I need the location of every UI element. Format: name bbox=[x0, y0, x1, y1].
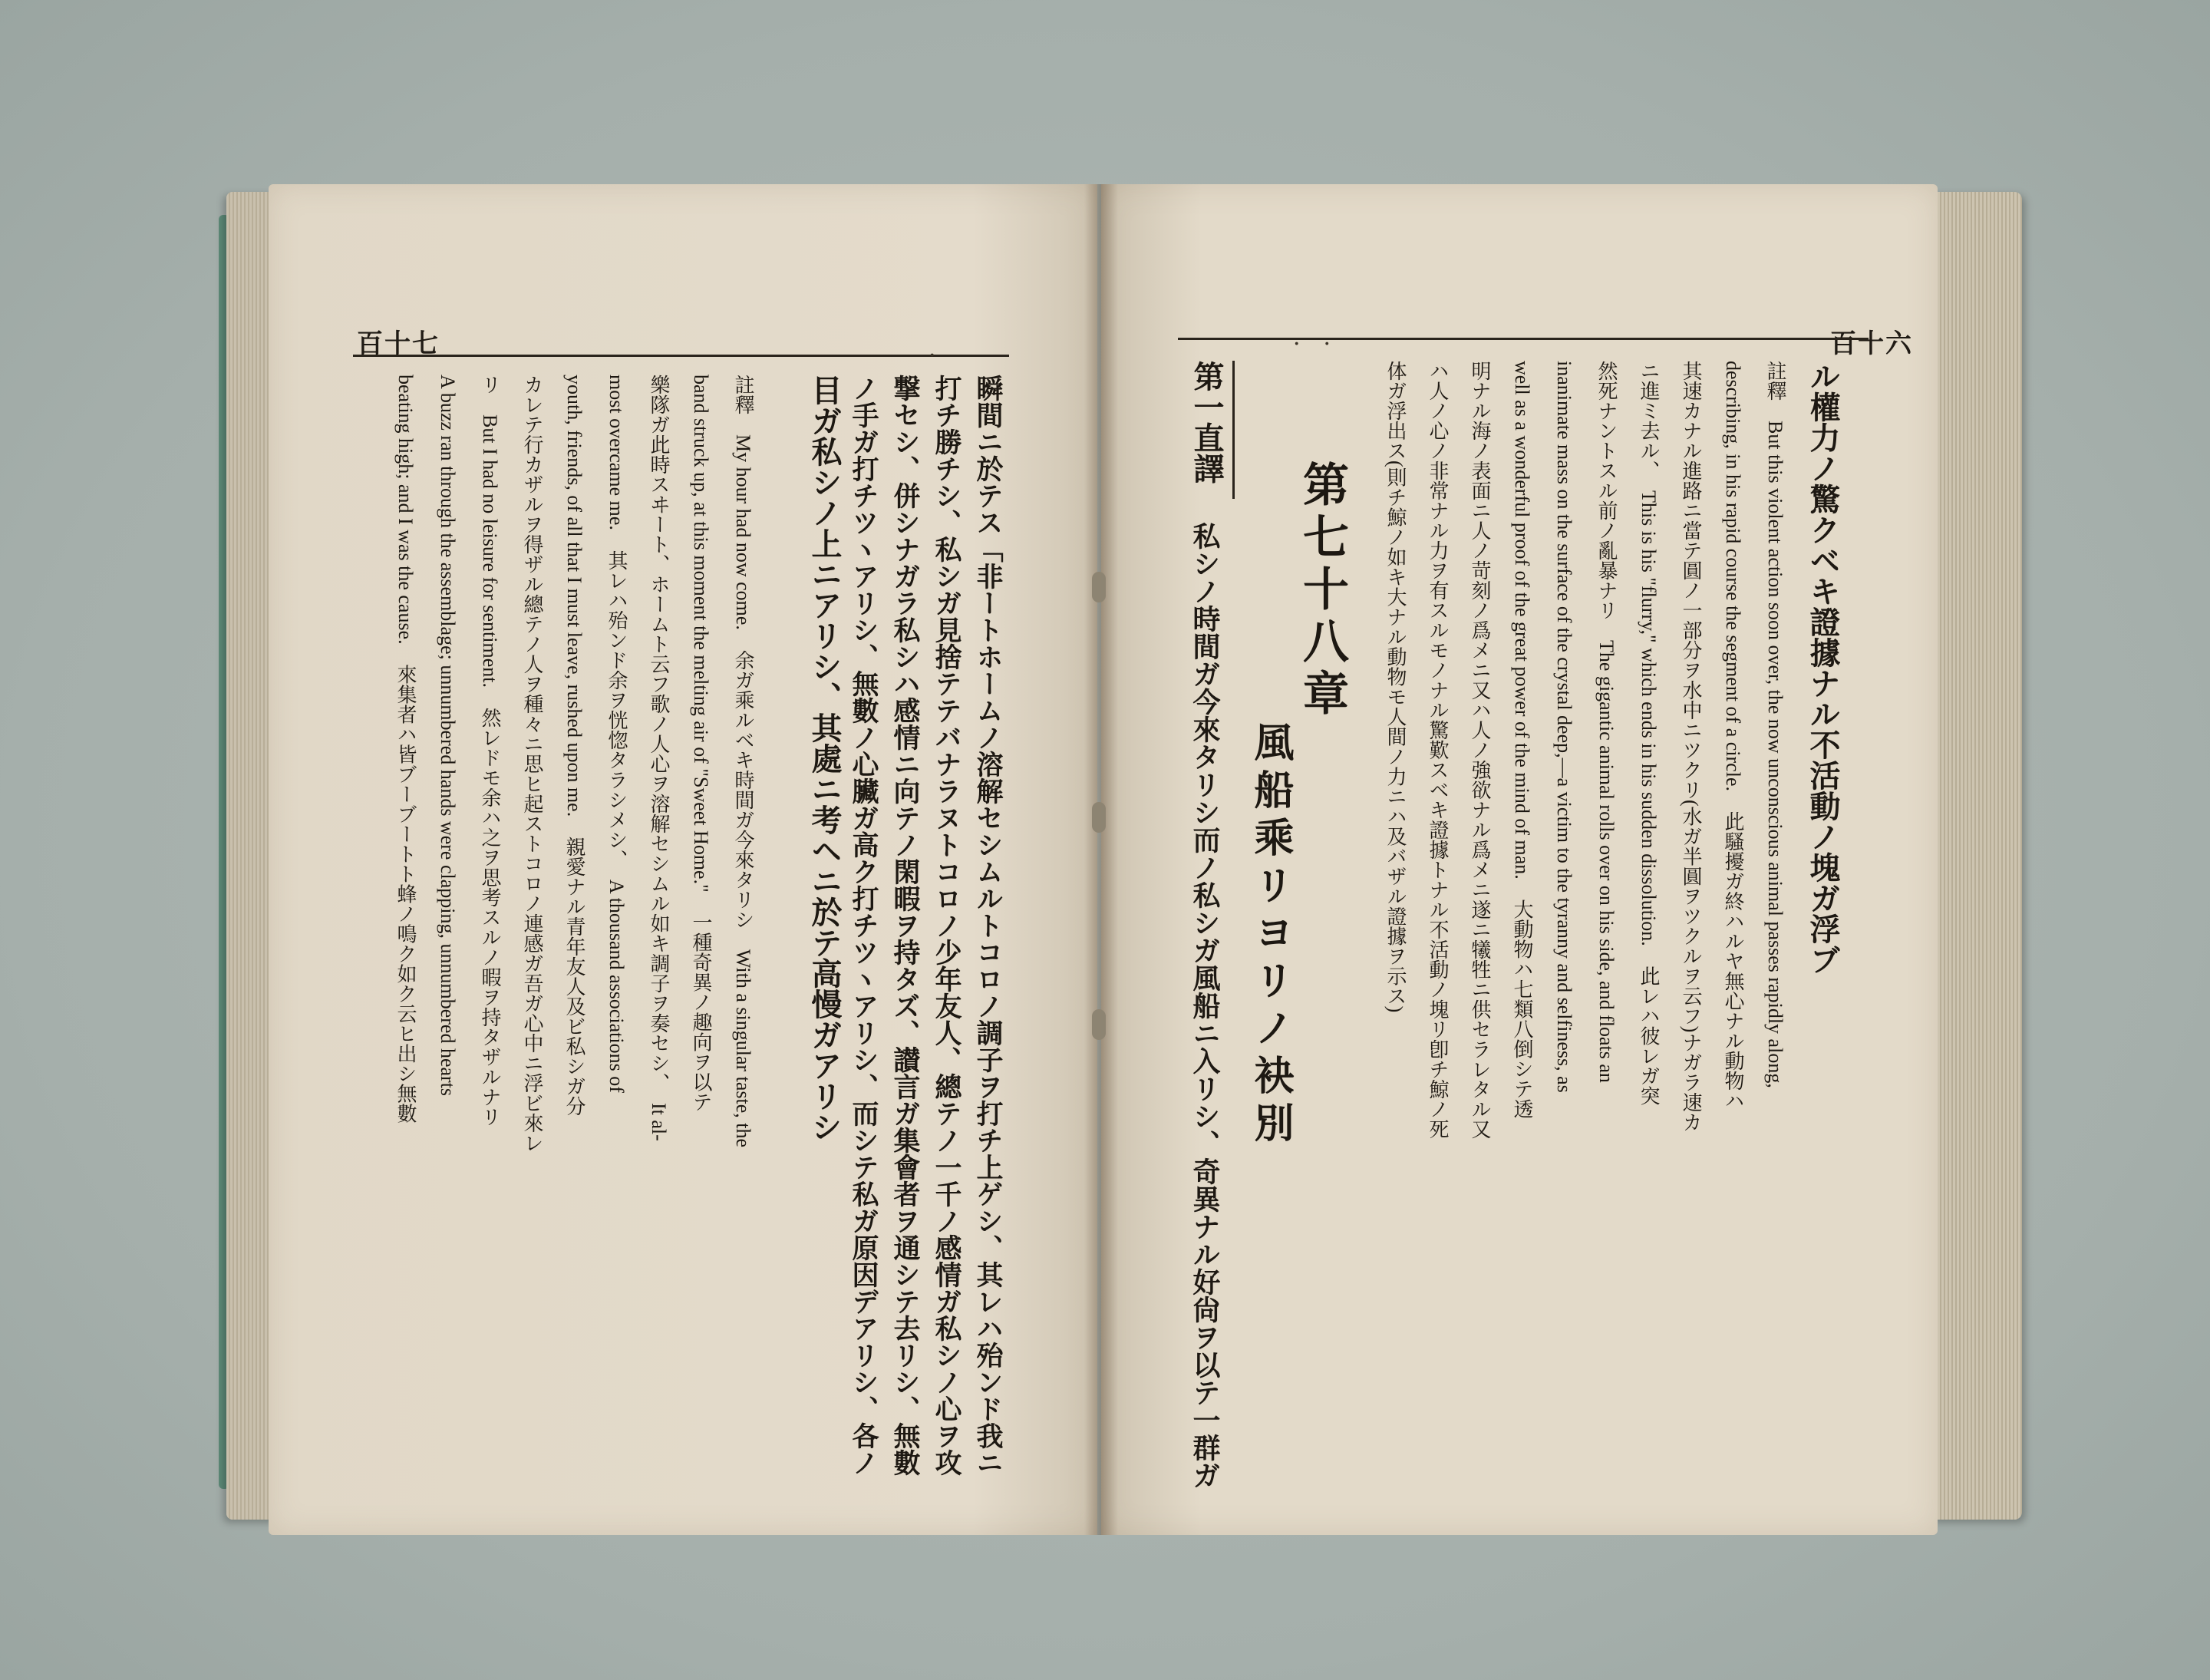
text-column: リ But I had no leisure for sentiment. 然レドモ余ハ之ヲ思考スルノ暇ヲ持タザルナリ bbox=[479, 375, 501, 1127]
text-column: 其速カナル進路ニ當テ圓ノ一部分ヲ水中ニツクリ(水ガ半圓ヲツクルヲ云フ)ナガラ速カ bbox=[1680, 361, 1702, 1133]
binding-stitch bbox=[1092, 802, 1106, 833]
text-column: ニ進ミ去ル、 This is his "flurry," which ends in his sudden dissolution. 此レハ彼レガ突 bbox=[1638, 361, 1660, 1106]
text-column: 明ナル海ノ表面ニ人ノ苛刻ノ爲メニ又ハ人ノ強欲ナル爲メニ遂ニ犧牲ニ供セラレタル又 bbox=[1469, 361, 1491, 1139]
text-column: 然死ナントスル前ノ亂暴ナリ The gigantic animal rolls over on his side, and floats an bbox=[1595, 361, 1618, 1083]
chapter-title: 第七十八章 bbox=[1295, 460, 1349, 721]
text-column: 註釋 My hour had now come. 余ガ乘ルベキ時間ガ今來タリシ With a singular taste, the bbox=[732, 375, 754, 1148]
text-column: band struck up, at this moment the melting air of "Sweet Home." 一種奇異ノ趣向ヲ以テ bbox=[690, 375, 712, 1112]
text-column: カレテ行カザルヲ得ザル總テノ人ヲ種々ニ思ヒ起ストコロノ連感ガ吾ガ心中ニ浮ビ來レ bbox=[521, 375, 543, 1153]
text-column: 註釋 But this violent action soon over, the now unconscious animal passes rapidly along, bbox=[1764, 361, 1786, 1088]
text-column: most overcame me. 其レハ殆ンド余ヲ恍惚タラシメシ、 A thousand associations of bbox=[605, 375, 628, 1093]
binding-stitch bbox=[1092, 1009, 1106, 1040]
label-rule bbox=[1232, 361, 1235, 499]
header-ornament: · · bbox=[1293, 331, 1331, 358]
text-column: A buzz ran through the assemblage; unnumbered hands were clapping, unnumbered hearts bbox=[437, 375, 459, 1097]
text-column: beating high; and I was the cause. 來集者ハ皆ブーブートト蜂ノ鳴ク如ク云ヒ出シ無數 bbox=[394, 375, 417, 1124]
text-column: 撃セシ、併シナガラ私シハ感情ニ向テノ閑暇ヲ持タズ、讃言ガ集會者ヲ通シテ去リシ、無數 bbox=[889, 375, 921, 1476]
text-column: 瞬間ニ於テス「非ートホームノ溶解セシムルトコロノ調子ヲ打チ上ゲシ、其レハ殆ンド我ニ bbox=[972, 375, 1004, 1476]
right-page-folio: 百十六 bbox=[1830, 328, 1913, 359]
text-column: ル權力ノ驚クベキ證據ナル不活動ノ塊ガ浮ブ bbox=[1805, 361, 1841, 975]
right-page-edges bbox=[1930, 192, 2022, 1520]
right-header-rule bbox=[1178, 338, 1869, 340]
left-page-folio: 百十七 bbox=[357, 328, 440, 359]
binding-stitch bbox=[1092, 572, 1106, 602]
direct-translation-label: 第一直譯 bbox=[1189, 361, 1225, 484]
text-column: 体ガ浮出ス(則チ鯨ノ如キ大ナル動物モ人間ノ力ニハ及バザル證據ヲ示ス) bbox=[1384, 361, 1407, 1013]
book-gutter bbox=[1084, 184, 1118, 1535]
direct-translation-text: 私シノ時間ガ今來タリシ而ノ私シガ風船ニ入リシ、奇異ナル好尙ヲ以テ一群ガ bbox=[1189, 522, 1221, 1489]
text-column: ハ人ノ心ノ非常ナル力ヲ有スルモノナル驚歎スベキ證據トナル不活動ノ塊リ卽チ鯨ノ死 bbox=[1427, 361, 1449, 1139]
chapter-subtitle: 風船乘リヨリノ袂別 bbox=[1247, 721, 1294, 1150]
text-column: 打チ勝チシ、私シガ見捨テテバナラヌトコロノ少年友人、總テノ一千ノ感情ガ私シノ心ヲ攻 bbox=[931, 375, 962, 1476]
header-ornament: · bbox=[929, 342, 936, 369]
text-column: describing, in his rapid course the segment of a circle. 此騷擾ガ終ハルヤ無心ナル動物ハ bbox=[1722, 361, 1744, 1111]
text-column: well as a wonderful proof of the great power of the mind of man. 大動物ハ七類八倒シテ透 bbox=[1511, 361, 1533, 1119]
text-column: ノ手ガ打チツヽアリシ、無數ノ心臟ガ高ク打チツヽアリシ、而シテ私ガ原因デアリシ、各ノ bbox=[848, 375, 879, 1476]
text-column: 目ガ私シノ上ニアリシ、其處ニ考ヘニ於テ高慢ガアリシ bbox=[806, 375, 843, 1142]
left-header-rule bbox=[353, 355, 1009, 357]
text-column: 樂隊ガ此時スヰート、ホームト云フ歌ノ人心ヲ溶解セシムル如キ調子ヲ奏セシ、 It al- bbox=[648, 375, 670, 1141]
text-column: youth, friends, of all that I must leave, rushed upon me. 親愛ナル青年友人及ビ私シガ分 bbox=[563, 375, 585, 1117]
text-column: inanimate mass on the surface of the crystal deep,—a victim to the tyranny and selfiness, as bbox=[1553, 361, 1575, 1093]
